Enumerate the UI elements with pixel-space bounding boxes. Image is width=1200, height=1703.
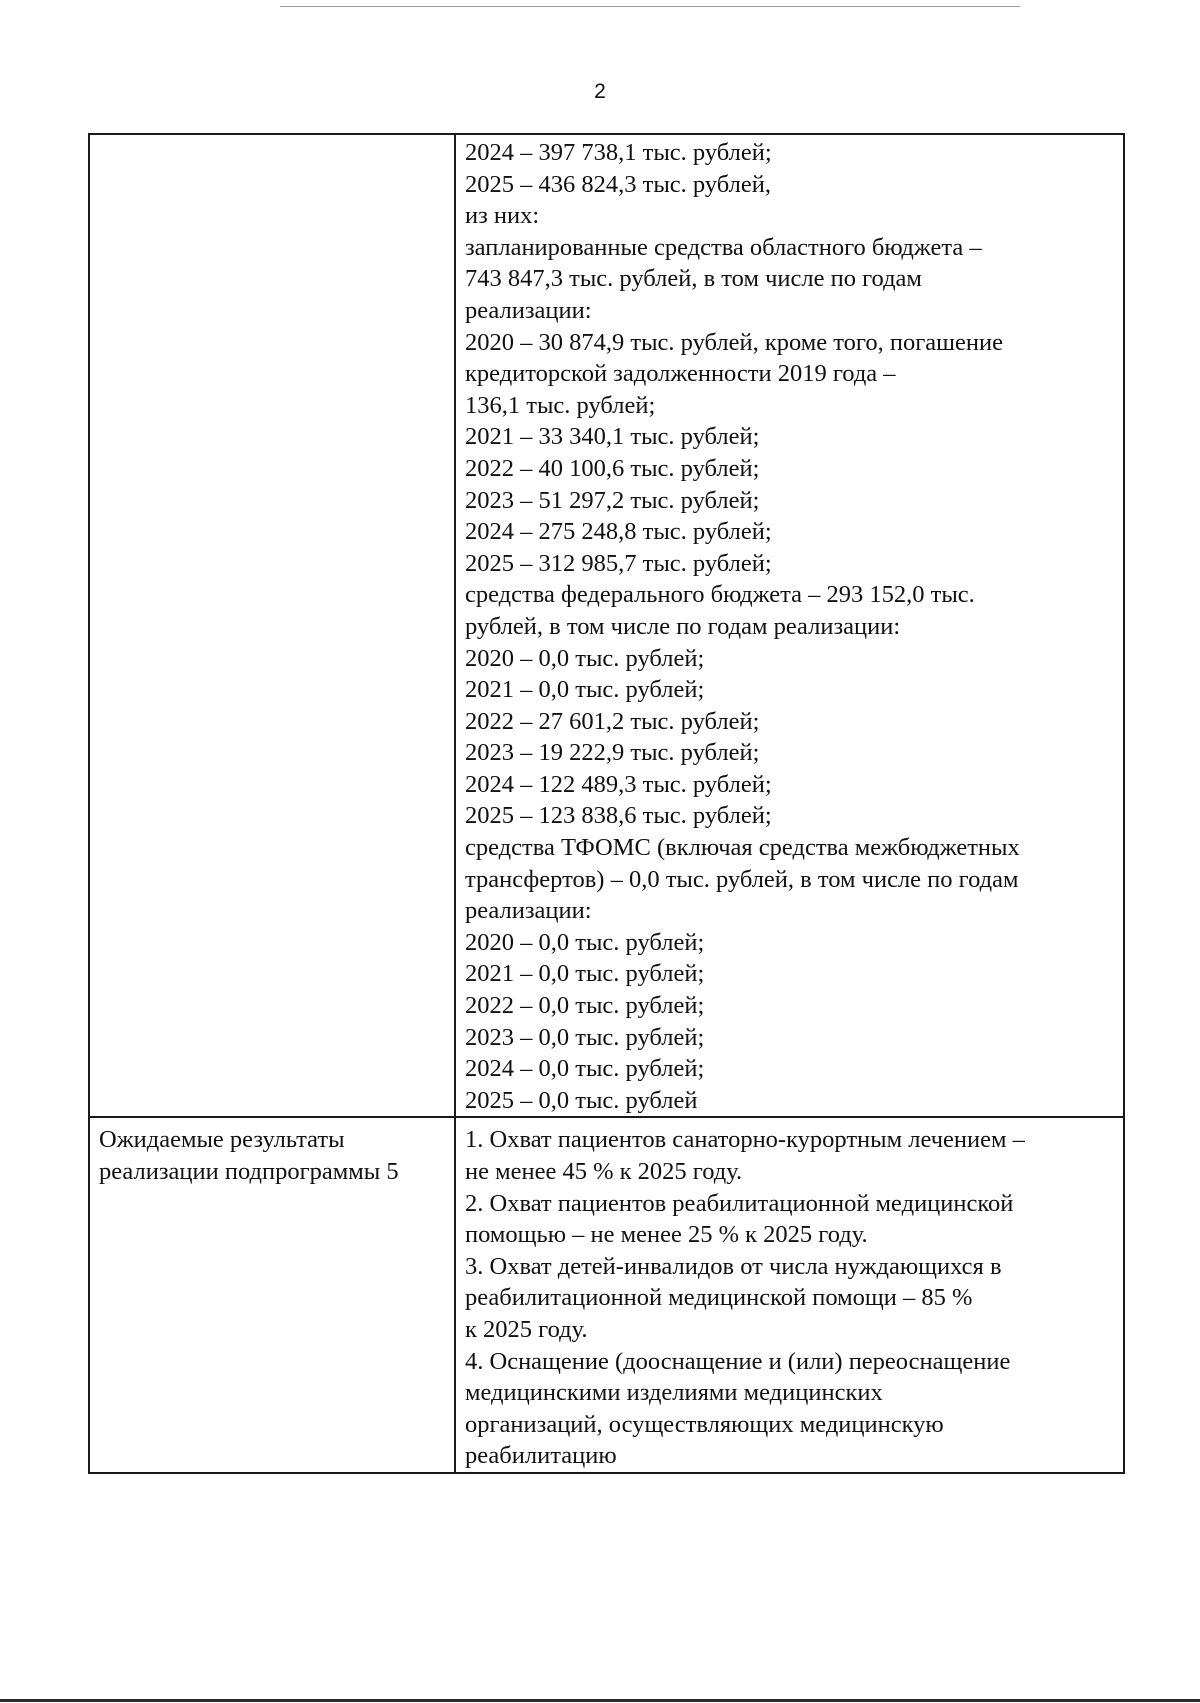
content-cell-financing <box>455 134 1124 1117</box>
text-line: 2021 – 0,0 тыс. рублей; <box>465 676 705 704</box>
text-line: реализации: <box>465 897 592 925</box>
text-line: помощью – не менее 25 % к 2025 году. <box>465 1221 868 1249</box>
text-line: к 2025 году. <box>465 1315 588 1343</box>
text-line: 4. Оснащение (дооснащение и (или) переоснащение <box>465 1347 1011 1375</box>
text-line: 743 847,3 тыс. рублей, в том числе по годам <box>465 265 922 293</box>
text-line: 2021 – 0,0 тыс. рублей; <box>465 960 705 988</box>
label-cell-financing <box>89 134 455 1117</box>
text-line: 2024 – 122 489,3 тыс. рублей; <box>465 770 772 798</box>
text-line: реализации подпрограммы 5 <box>99 1158 399 1185</box>
text-line: не менее 45 % к 2025 году. <box>465 1158 743 1185</box>
label-lines <box>99 1124 448 1187</box>
scan-bottom-rule <box>0 1699 1200 1702</box>
text-line: 2020 – 0,0 тыс. рублей; <box>465 928 705 956</box>
text-line: 2. Охват пациентов реабилитационной медицинской <box>465 1189 1014 1217</box>
text-line: 2025 – 436 824,3 тыс. рублей, <box>465 170 771 198</box>
text-line: реабилитацию <box>465 1442 617 1470</box>
text-line: реализации: <box>465 296 592 324</box>
text-line: 2025 – 0,0 тыс. рублей <box>465 1086 698 1114</box>
text-line: 2024 – 397 738,1 тыс. рублей; <box>465 139 772 166</box>
content-lines <box>465 1124 1117 1472</box>
text-line: 2022 – 27 601,2 тыс. рублей; <box>465 707 760 735</box>
text-line: 2024 – 0,0 тыс. рублей; <box>465 1055 705 1083</box>
text-line: Ожидаемые результаты <box>99 1126 345 1154</box>
text-line: реабилитационной медицинской помощи – 85 % <box>465 1284 973 1312</box>
text-line: 2022 – 0,0 тыс. рублей; <box>465 992 705 1020</box>
text-line: 1. Охват пациентов санаторно-курортным лечением – <box>465 1126 1025 1154</box>
text-line: 2023 – 0,0 тыс. рублей; <box>465 1023 705 1051</box>
text-line: кредиторской задолженности 2019 года – <box>465 360 896 388</box>
text-line: средства федерального бюджета – 293 152,0 тыс. <box>465 581 975 609</box>
text-line: 2020 – 30 874,9 тыс. рублей, кроме того, погашение <box>465 328 1003 356</box>
text-line: 2024 – 275 248,8 тыс. рублей; <box>465 518 772 546</box>
text-line: 2021 – 33 340,1 тыс. рублей; <box>465 423 760 451</box>
text-line: из них: <box>465 202 540 230</box>
page-number: 2 <box>594 80 606 103</box>
text-line: 2020 – 0,0 тыс. рублей; <box>465 644 705 672</box>
table-row-expected-results <box>89 1117 1124 1473</box>
text-line: 3. Охват детей-инвалидов от числа нуждающихся в <box>465 1252 1002 1280</box>
text-line: средства ТФОМС (включая средства межбюджетных <box>465 834 1020 862</box>
text-line: рублей, в том числе по годам реализации: <box>465 612 901 640</box>
content-cell-expected-results <box>455 1117 1124 1473</box>
scan-top-rule <box>280 6 1020 7</box>
table-row-financing <box>89 134 1124 1117</box>
text-line: 2025 – 123 838,6 тыс. рублей; <box>465 802 772 830</box>
text-line: медицинскими изделиями медицинских <box>465 1379 883 1407</box>
text-line: 136,1 тыс. рублей; <box>465 391 656 419</box>
text-line: 2022 – 40 100,6 тыс. рублей; <box>465 454 760 482</box>
text-line: запланированные средства областного бюджета – <box>465 233 982 261</box>
label-cell-expected-results <box>89 1117 455 1473</box>
text-line: 2025 – 312 985,7 тыс. рублей; <box>465 549 772 577</box>
text-line: 2023 – 19 222,9 тыс. рублей; <box>465 739 760 767</box>
text-line: трансфертов) – 0,0 тыс. рублей, в том числе по годам <box>465 865 1019 893</box>
text-line: 2023 – 51 297,2 тыс. рублей; <box>465 486 760 514</box>
content-lines <box>465 137 1117 1116</box>
subprogram-passport-table <box>88 133 1125 1474</box>
text-line: организаций, осуществляющих медицинскую <box>465 1410 944 1438</box>
